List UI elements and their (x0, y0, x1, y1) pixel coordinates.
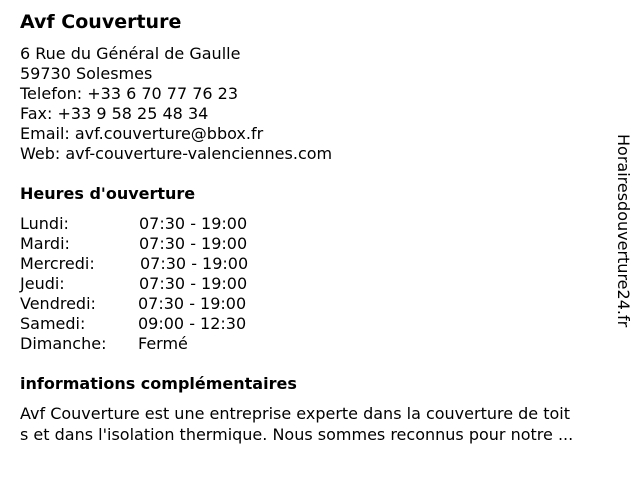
time-range: 07:30 - 19:00 (139, 214, 248, 233)
address-city: 59730 Solesmes (20, 64, 153, 83)
day-label: Mercredi: (20, 254, 95, 273)
info-heading: informations complémentaires (20, 374, 297, 393)
day-label: Samedi: (20, 314, 86, 333)
contact-block (20, 44, 332, 164)
site-watermark-text: Horairesdouverture24.fr (614, 134, 633, 328)
time-range: Fermé (138, 334, 188, 353)
day-label: Lundi: (20, 214, 69, 233)
description-line: s et dans l'isolation thermique. Nous sommes reconnus pour notre ... (20, 425, 574, 444)
fax-number: Fax: +33 9 58 25 48 34 (20, 104, 209, 123)
day-label: Mardi: (20, 234, 70, 253)
business-name: Avf Couverture (20, 11, 182, 33)
site-watermark (613, 134, 635, 374)
description-text (20, 403, 628, 445)
email-address[interactable]: Email: avf.couverture@bbox.fr (20, 124, 264, 143)
phone-number[interactable]: Telefon: +33 6 70 77 76 23 (20, 84, 239, 103)
time-range: 09:00 - 12:30 (138, 314, 247, 333)
day-label: Vendredi: (20, 294, 96, 313)
website-link[interactable]: Web: avf-couverture-valenciennes.com (20, 144, 333, 163)
description-line: Avf Couverture est une entreprise experte dans la couverture de toit (20, 404, 571, 423)
time-range: 07:30 - 19:00 (138, 294, 247, 313)
day-label: Jeudi: (20, 274, 65, 293)
hours-heading: Heures d'ouverture (20, 184, 196, 203)
time-range: 07:30 - 19:00 (139, 274, 248, 293)
day-label: Dimanche: (20, 334, 107, 353)
time-range: 07:30 - 19:00 (139, 234, 248, 253)
address-street: 6 Rue du Général de Gaulle (20, 44, 241, 63)
time-range: 07:30 - 19:00 (140, 254, 249, 273)
